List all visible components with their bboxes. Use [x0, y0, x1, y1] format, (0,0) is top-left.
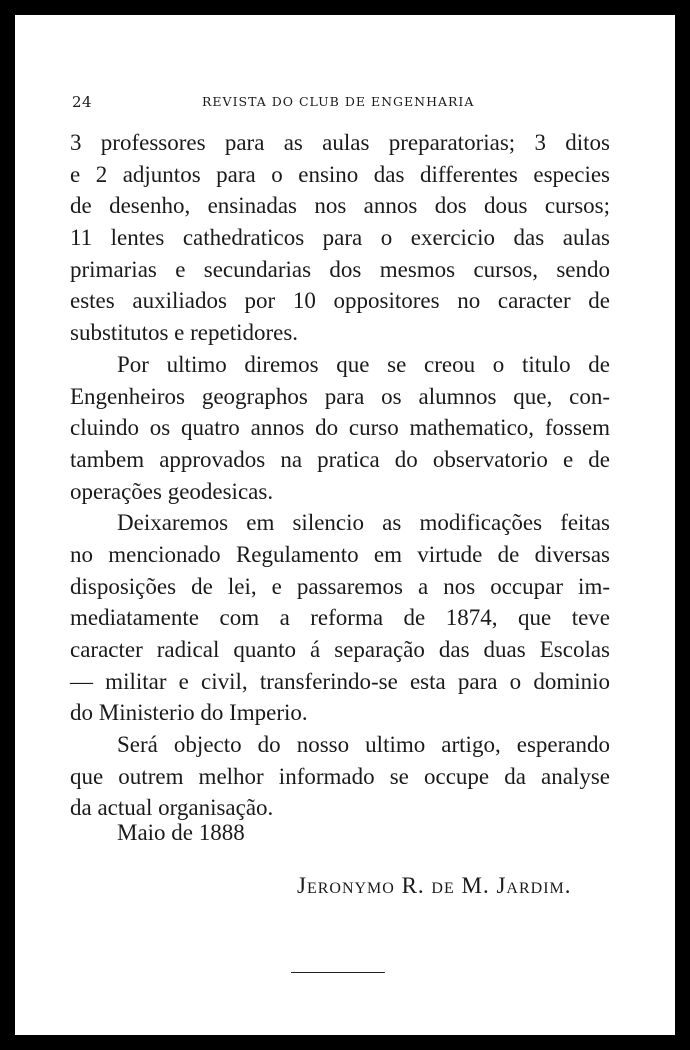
- text-line: Engenheiros geographos para os alumnos que, con-: [70, 383, 610, 409]
- text-line: tambem approvados na pratica do observatorio e de: [70, 446, 610, 472]
- text-line: de desenho, ensinadas nos annos dos dous cursos;: [70, 193, 610, 219]
- text-line: mediatamente com a reforma de 1874, que teve: [70, 605, 610, 631]
- text-line: 11 lentes cathedraticos para o exercicio das aulas: [70, 225, 610, 251]
- paragraph-2: [70, 349, 610, 507]
- paragraph-4: [70, 729, 610, 824]
- text-line: da actual organisação.: [70, 795, 274, 821]
- text-line: Deixaremos em silencio as modificações feitas: [117, 510, 610, 536]
- text-line: e 2 adjuntos para o ensino das differentes especies: [70, 161, 610, 187]
- text-line: — militar e civil, transferindo-se esta para o dominio: [70, 668, 610, 694]
- text-line: disposições de lei, e passaremos a nos occupar im-: [70, 573, 610, 599]
- document-page: [15, 15, 675, 1035]
- text-line: 3 professores para as aulas preparatorias; 3 ditos: [70, 130, 610, 155]
- text-line: Será objecto do nosso ultimo artigo, esperando: [117, 732, 610, 758]
- paragraph-1: [70, 127, 610, 349]
- text-line: operações geodesicas.: [70, 478, 274, 504]
- text-line: que outrem melhor informado se occupe da analyse: [70, 763, 610, 789]
- text-line: substitutos e repetidores.: [70, 320, 299, 346]
- paragraph-3: [70, 507, 610, 729]
- text-line: estes auxiliados por 10 oppositores no caracter de: [70, 288, 610, 314]
- page-number: 24: [72, 93, 93, 111]
- end-rule-divider: [291, 972, 385, 973]
- text-line: no mencionado Regulamento em virtude de diversas: [70, 541, 610, 567]
- text-line: primarias e secundarias dos mesmos cursos, sendo: [70, 256, 610, 282]
- text-line: do Ministerio do Imperio.: [70, 700, 308, 726]
- journal-title: REVISTA DO CLUB DE ENGENHARIA: [202, 94, 475, 109]
- author-signature: Jeronymo R. de M. Jardim.: [297, 873, 572, 898]
- text-line: cluindo os quatro annos do curso mathematico, fossem: [70, 415, 610, 441]
- article-body: [70, 127, 610, 824]
- date-line: Maio de 1888: [117, 820, 245, 845]
- text-line: caracter radical quanto á separação das duas Escolas: [70, 637, 610, 662]
- running-head: [72, 93, 602, 113]
- text-line: Por ultimo diremos que se creou o titulo de: [117, 351, 610, 377]
